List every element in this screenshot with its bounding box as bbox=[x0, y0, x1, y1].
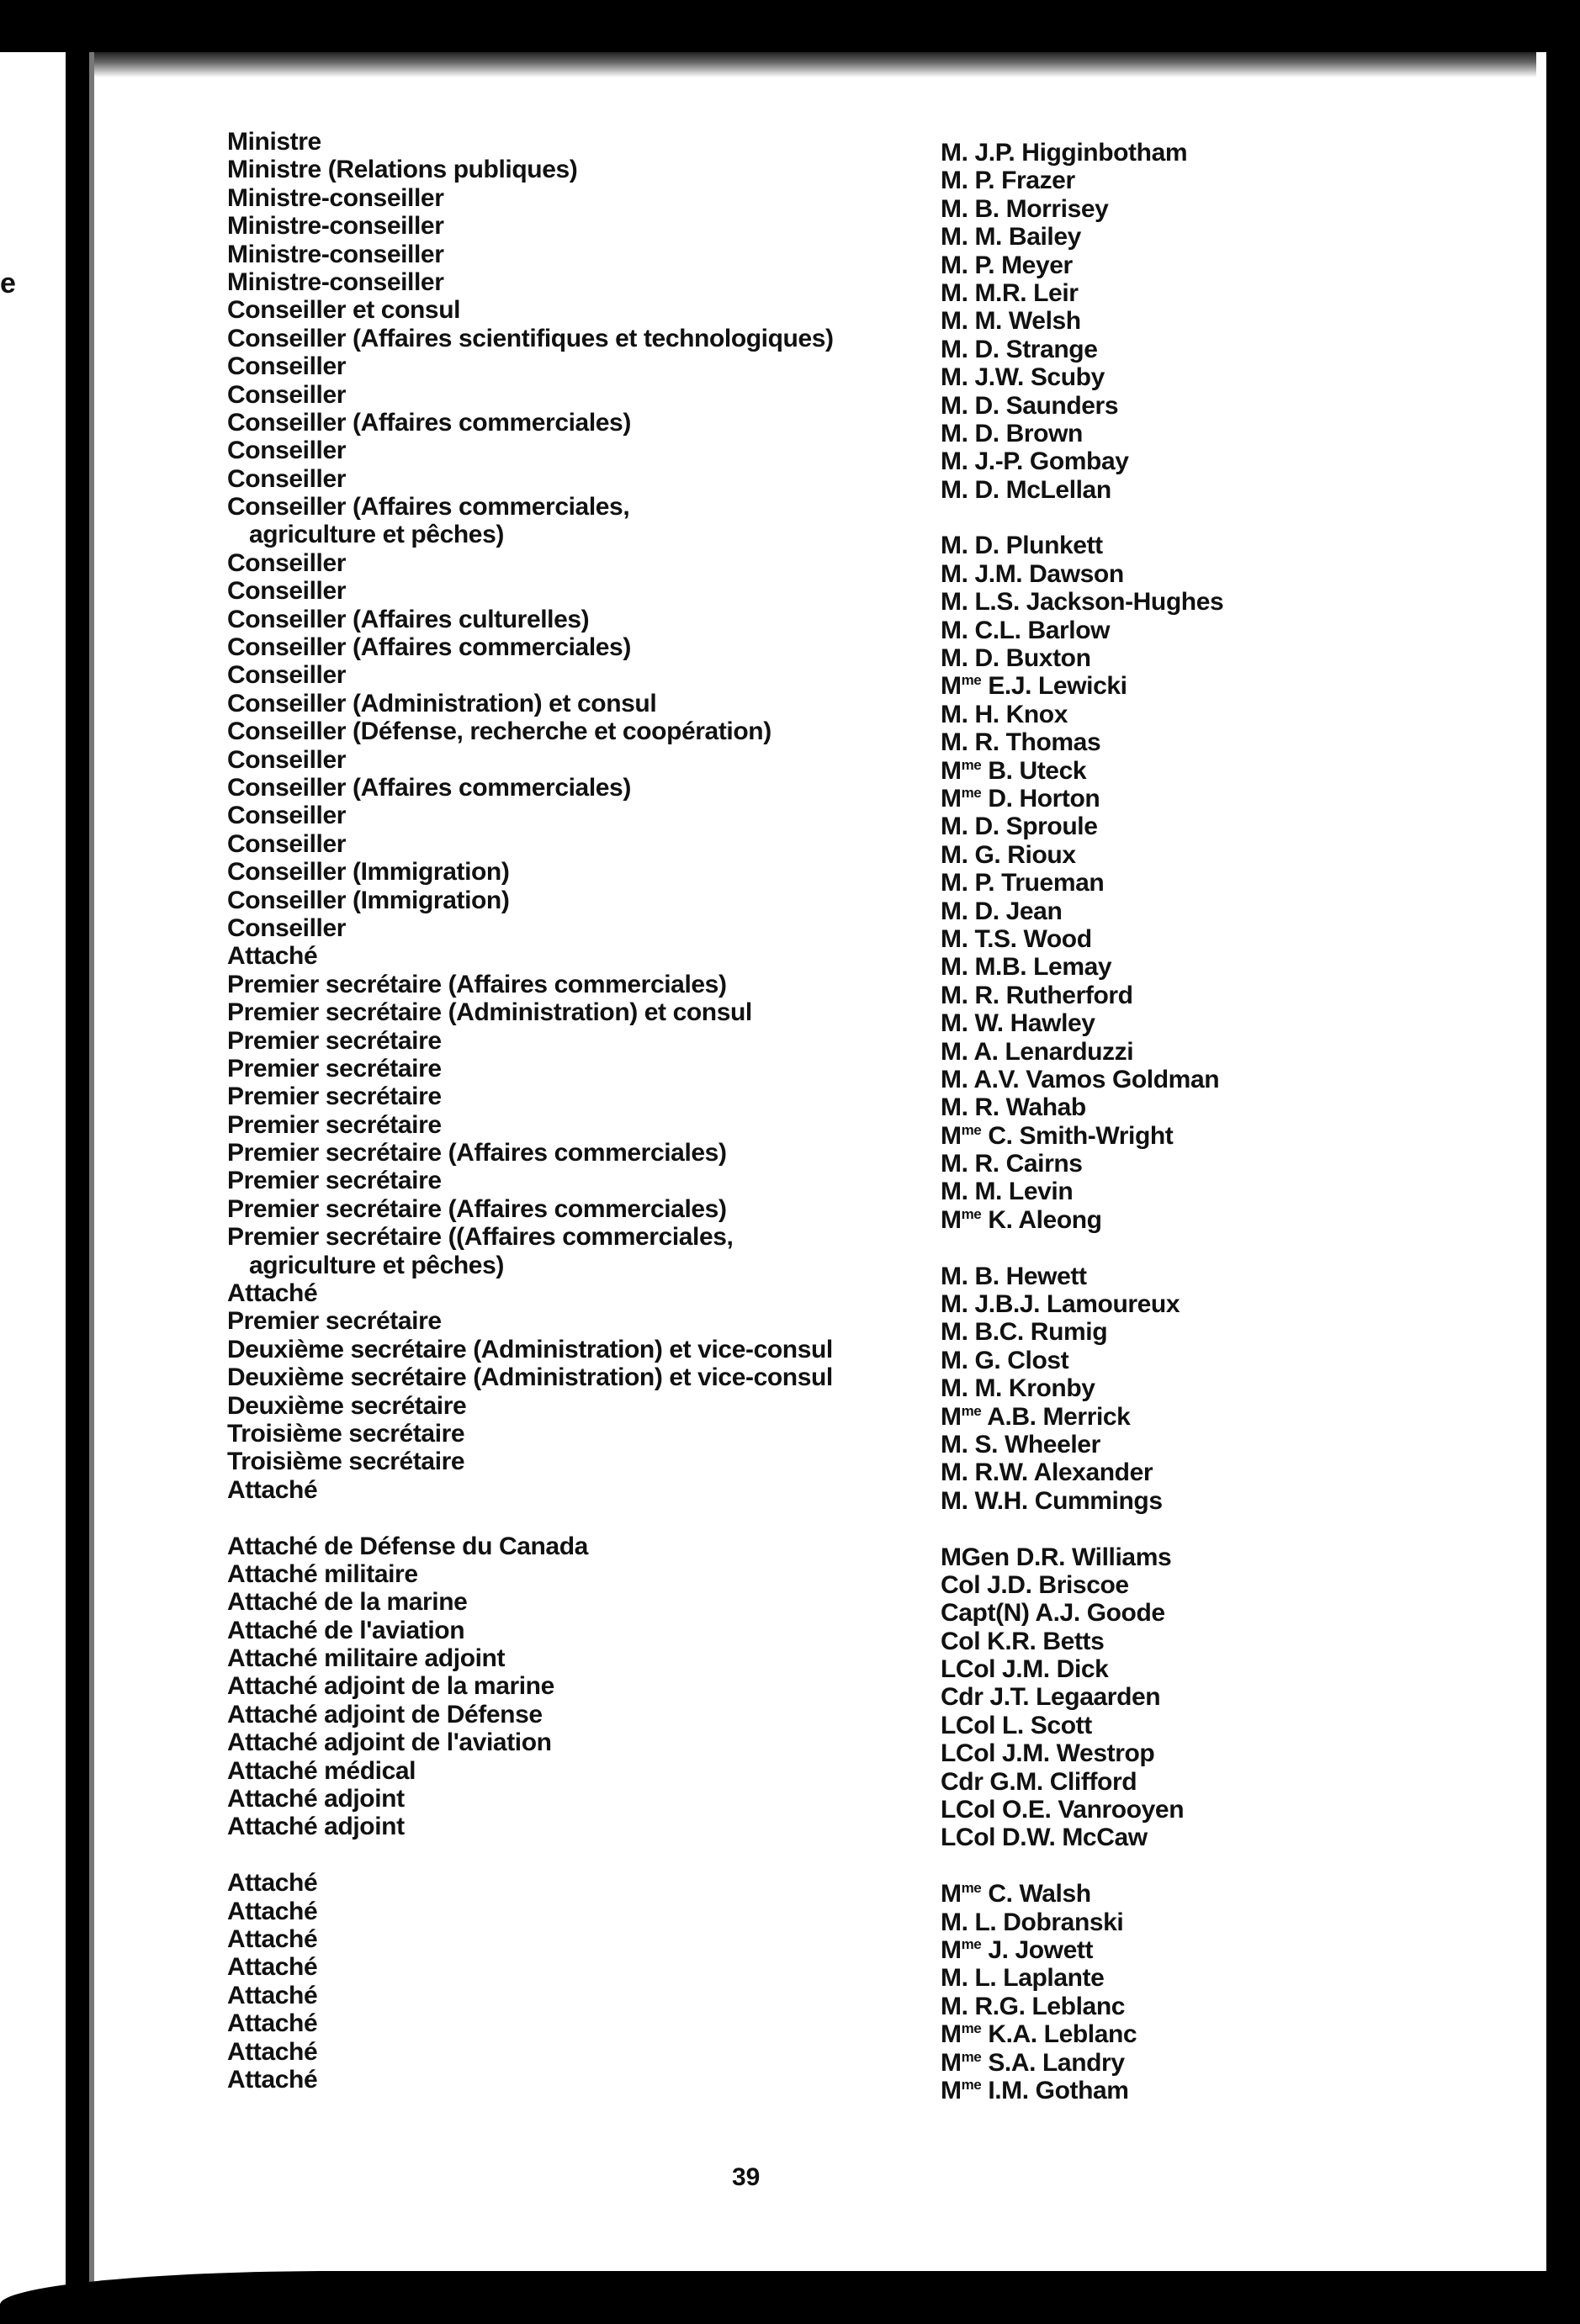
honorific: M. bbox=[941, 728, 968, 757]
honorific: M. bbox=[941, 1964, 968, 1993]
role-title: Premier secrétaire (Administration) et consul bbox=[227, 998, 752, 1027]
staff-name: W. Hawley bbox=[974, 1009, 1095, 1038]
staff-name-entry bbox=[941, 953, 1530, 981]
honorific: LCol bbox=[941, 1655, 996, 1684]
honorific: M bbox=[941, 1880, 962, 1908]
staff-name-entry bbox=[941, 1599, 1530, 1627]
staff-name-entry bbox=[941, 1824, 1530, 1851]
role-title: Conseiller (Immigration) bbox=[227, 858, 510, 887]
staff-name-entry bbox=[941, 588, 1530, 616]
staff-name-entry bbox=[941, 532, 1530, 559]
honorific: M. bbox=[941, 1150, 968, 1178]
staff-name: L. Laplante bbox=[974, 1964, 1105, 1993]
staff-name-entry bbox=[941, 1150, 1530, 1178]
staff-name: C. Smith-Wright bbox=[988, 1121, 1174, 1150]
role-title: Attaché de la marine bbox=[227, 1588, 468, 1617]
role-title: Ministre-conseiller bbox=[227, 183, 444, 212]
section-gap bbox=[941, 1234, 1530, 1262]
role-title: Premier secrétaire ((Affaires commerciales, bbox=[227, 1223, 734, 1252]
honorific: M. bbox=[941, 1037, 968, 1066]
section-gap bbox=[941, 504, 1530, 532]
names-column bbox=[941, 139, 1530, 2104]
role-title: Conseiller bbox=[227, 352, 347, 381]
staff-name-entry bbox=[941, 925, 1530, 953]
honorific-superscript: me bbox=[961, 1205, 982, 1222]
staff-name-entry bbox=[941, 560, 1530, 588]
honorific: M. bbox=[941, 1908, 968, 1936]
honorific-superscript: me bbox=[961, 2048, 982, 2065]
role-title: Ministre bbox=[227, 128, 321, 156]
staff-name: J.D. Briscoe bbox=[987, 1570, 1129, 1599]
honorific: M. bbox=[941, 1486, 968, 1515]
role-title: Troisième secrétaire bbox=[227, 1448, 465, 1476]
honorific: M bbox=[941, 1402, 962, 1431]
staff-name-entry bbox=[941, 2049, 1530, 2077]
role-title: Conseiller (Immigration) bbox=[227, 886, 510, 914]
staff-name: R. Rutherford bbox=[974, 981, 1133, 1009]
staff-name: M. Bailey bbox=[974, 223, 1081, 251]
honorific: M. bbox=[941, 953, 968, 982]
staff-name: G. Clost bbox=[974, 1346, 1069, 1374]
staff-name: B. Morrisey bbox=[974, 194, 1109, 223]
staff-name-entry bbox=[941, 1122, 1530, 1150]
role-title: Conseiller (Affaires commerciales) bbox=[227, 408, 631, 437]
role-title: Conseiller bbox=[227, 464, 347, 493]
honorific: M. bbox=[941, 700, 968, 728]
staff-name: B. Uteck bbox=[988, 756, 1087, 785]
honorific: M. bbox=[941, 447, 968, 476]
role-title: Conseiller bbox=[227, 745, 347, 774]
role-title: Attaché bbox=[227, 1981, 318, 2009]
roles-column bbox=[227, 128, 942, 2094]
staff-name: L. Dobranski bbox=[974, 1908, 1124, 1936]
role-title: Attaché adjoint de la marine bbox=[227, 1672, 554, 1701]
honorific: M. bbox=[941, 139, 968, 167]
staff-name-entry bbox=[941, 1403, 1530, 1431]
role-title: agriculture et pêches) bbox=[249, 1251, 504, 1279]
role-title: Conseiller (Affaires commerciales) bbox=[227, 633, 631, 662]
staff-name-entry bbox=[941, 2077, 1530, 2104]
staff-name: P. Trueman bbox=[974, 869, 1105, 897]
staff-name-entry bbox=[941, 307, 1530, 335]
staff-name-entry bbox=[941, 392, 1530, 420]
role-title: Conseiller bbox=[227, 577, 347, 606]
honorific-superscript: me bbox=[961, 1402, 982, 1419]
honorific-superscript: me bbox=[961, 756, 982, 773]
staff-name-entry bbox=[941, 813, 1530, 840]
role-title: Premier secrétaire (Affaires commerciales) bbox=[227, 1194, 727, 1223]
honorific: Cdr bbox=[941, 1683, 984, 1712]
staff-name-entry bbox=[941, 447, 1530, 475]
honorific: Capt(N) bbox=[941, 1599, 1030, 1628]
role-title: Conseiller (Affaires commerciales) bbox=[227, 773, 631, 802]
honorific: M bbox=[941, 2076, 962, 2104]
role-title: Attaché bbox=[227, 2037, 318, 2066]
staff-name-entry bbox=[941, 1009, 1530, 1037]
staff-name-entry bbox=[941, 841, 1530, 869]
honorific: M bbox=[941, 1121, 962, 1150]
staff-name-entry bbox=[941, 1712, 1530, 1739]
role-title: Conseiller bbox=[227, 548, 347, 577]
staff-name-entry bbox=[941, 869, 1530, 897]
staff-name: A.V. Vamos Goldman bbox=[973, 1065, 1220, 1093]
section-gap bbox=[227, 1841, 942, 1869]
staff-name: D. Sproule bbox=[974, 813, 1098, 841]
staff-name-entry bbox=[941, 1290, 1530, 1318]
staff-name-entry bbox=[941, 279, 1530, 307]
staff-name-entry bbox=[941, 1880, 1530, 1908]
honorific: M. bbox=[941, 194, 968, 223]
role-title: Attaché de Défense du Canada bbox=[227, 1532, 588, 1560]
staff-name: P. Frazer bbox=[974, 167, 1075, 195]
staff-name-entry bbox=[941, 336, 1530, 363]
honorific: M bbox=[941, 1936, 962, 1964]
staff-name: D. Horton bbox=[988, 784, 1100, 813]
role-title: Attaché bbox=[227, 1925, 318, 1953]
role-title: Attaché adjoint de l'aviation bbox=[227, 1728, 552, 1757]
staff-name: D. McLellan bbox=[974, 475, 1111, 504]
staff-name: R.W. Alexander bbox=[974, 1458, 1153, 1487]
staff-name-entry bbox=[941, 1628, 1530, 1655]
staff-name-entry bbox=[941, 1093, 1530, 1121]
role-title: Deuxième secrétaire (Administration) et vice-consul bbox=[227, 1335, 833, 1363]
staff-name-entry bbox=[941, 1038, 1530, 1066]
staff-name-entry bbox=[941, 1571, 1530, 1599]
honorific: M. bbox=[941, 869, 968, 897]
staff-name: L.S. Jackson-Hughes bbox=[974, 588, 1224, 617]
honorific: LCol bbox=[941, 1824, 996, 1852]
staff-name-entry bbox=[941, 2020, 1530, 2048]
staff-name-entry bbox=[941, 1347, 1530, 1374]
staff-name-entry bbox=[941, 1683, 1530, 1711]
role-title: Conseiller (Administration) et consul bbox=[227, 689, 657, 717]
role-title: Attaché bbox=[227, 1897, 318, 1925]
staff-name: D. Brown bbox=[974, 419, 1083, 447]
role-title: Attaché de l'aviation bbox=[227, 1616, 465, 1644]
staff-name: K.R. Betts bbox=[987, 1627, 1105, 1655]
staff-name: J.M. Westrop bbox=[1002, 1739, 1155, 1768]
honorific: M. bbox=[941, 475, 968, 504]
role-title: Premier secrétaire bbox=[227, 1167, 442, 1195]
role-title: Premier secrétaire bbox=[227, 1083, 442, 1111]
role-title: Attaché bbox=[227, 1279, 318, 1308]
staff-name: G. Rioux bbox=[974, 840, 1076, 869]
honorific: M. bbox=[941, 1992, 968, 2020]
staff-name-entry bbox=[941, 420, 1530, 447]
staff-name: D. Saunders bbox=[974, 391, 1119, 420]
role-title: Premier secrétaire (Affaires commerciales) bbox=[227, 1139, 727, 1167]
role-title: Attaché adjoint bbox=[227, 1785, 405, 1813]
role-title: Attaché bbox=[227, 1475, 318, 1504]
role-title: Conseiller bbox=[227, 661, 347, 690]
staff-name-entry bbox=[941, 1543, 1530, 1571]
role-title: Conseiller bbox=[227, 829, 347, 858]
honorific: MGen bbox=[941, 1543, 1010, 1571]
honorific: M. bbox=[941, 644, 968, 673]
staff-name-entry bbox=[941, 363, 1530, 391]
staff-name: R. Cairns bbox=[974, 1150, 1083, 1178]
staff-name-entry bbox=[941, 617, 1530, 644]
role-title: Attaché adjoint de Défense bbox=[227, 1700, 543, 1728]
staff-name-entry bbox=[941, 1739, 1530, 1767]
honorific: M. bbox=[941, 1458, 968, 1487]
staff-name: M.B. Lemay bbox=[974, 953, 1112, 982]
staff-name: D.R. Williams bbox=[1015, 1543, 1172, 1571]
staff-name-entry bbox=[941, 1458, 1530, 1486]
staff-name-entry bbox=[941, 701, 1530, 728]
staff-name-entry bbox=[941, 728, 1530, 756]
staff-name-entry bbox=[941, 897, 1530, 925]
honorific: M. bbox=[941, 1009, 968, 1038]
staff-name: K. Aleong bbox=[988, 1205, 1102, 1234]
staff-name: P. Meyer bbox=[974, 251, 1073, 279]
role-title: Premier secrétaire bbox=[227, 1026, 442, 1055]
staff-name-entry bbox=[941, 195, 1530, 223]
staff-name-entry bbox=[941, 476, 1530, 504]
staff-name: R.G. Leblanc bbox=[974, 1992, 1126, 2020]
role-title: Ministre (Relations publiques) bbox=[227, 156, 578, 184]
staff-name: C.L. Barlow bbox=[974, 616, 1111, 644]
staff-name: L. Scott bbox=[1002, 1711, 1092, 1739]
honorific: M bbox=[941, 672, 962, 701]
staff-name: J.T. Legaarden bbox=[989, 1683, 1161, 1712]
staff-name-entry bbox=[941, 1374, 1530, 1402]
staff-name: B.C. Rumig bbox=[974, 1318, 1108, 1347]
staff-name: H. Knox bbox=[974, 700, 1068, 728]
honorific: M bbox=[941, 2020, 962, 2049]
staff-name: K.A. Leblanc bbox=[988, 2020, 1137, 2049]
honorific: Cdr bbox=[941, 1767, 984, 1796]
staff-name: M. Welsh bbox=[974, 307, 1081, 336]
page-number: 39 bbox=[732, 2163, 761, 2191]
staff-name: S.A. Landry bbox=[988, 2048, 1125, 2077]
staff-name: M. Kronby bbox=[974, 1374, 1095, 1403]
role-title: Premier secrétaire bbox=[227, 1307, 442, 1336]
staff-name: C. Walsh bbox=[988, 1880, 1091, 1908]
honorific: M. bbox=[941, 251, 968, 279]
honorific: M. bbox=[941, 419, 968, 447]
section-gap bbox=[941, 1852, 1530, 1880]
honorific: M. bbox=[941, 813, 968, 841]
staff-name-entry bbox=[941, 1487, 1530, 1515]
role-title: Conseiller (Affaires culturelles) bbox=[227, 605, 590, 633]
honorific: M. bbox=[941, 897, 968, 925]
role-title: Conseiller bbox=[227, 437, 347, 465]
staff-name: O.E. Vanrooyen bbox=[1002, 1796, 1185, 1824]
honorific: M. bbox=[941, 1346, 968, 1374]
honorific: M. bbox=[941, 588, 968, 617]
role-title: Attaché militaire bbox=[227, 1559, 418, 1588]
staff-name: R. Wahab bbox=[974, 1093, 1086, 1122]
staff-name: J.B.J. Lamoureux bbox=[974, 1290, 1180, 1319]
honorific: M. bbox=[941, 1093, 968, 1122]
staff-name: S. Wheeler bbox=[974, 1430, 1100, 1458]
honorific: M. bbox=[941, 167, 968, 195]
staff-name-entry bbox=[941, 223, 1530, 251]
staff-name-entry bbox=[941, 1263, 1530, 1290]
staff-name: E.J. Lewicki bbox=[988, 672, 1127, 701]
staff-name: A.J. Goode bbox=[1035, 1599, 1165, 1628]
staff-name: T.S. Wood bbox=[974, 924, 1092, 953]
honorific-superscript: me bbox=[961, 2076, 982, 2093]
role-title: Ministre-conseiller bbox=[227, 240, 444, 268]
honorific-superscript: me bbox=[961, 1936, 982, 1952]
staff-name: W.H. Cummings bbox=[974, 1486, 1163, 1515]
role-title: Conseiller bbox=[227, 380, 347, 409]
honorific: Col bbox=[941, 1627, 981, 1655]
honorific: M. bbox=[941, 559, 968, 588]
staff-name-entry bbox=[941, 982, 1530, 1009]
honorific: M bbox=[941, 756, 962, 785]
honorific: M. bbox=[941, 1374, 968, 1403]
role-title: Attaché bbox=[227, 1953, 318, 1982]
role-title: agriculture et pêches) bbox=[249, 521, 504, 549]
staff-name: J.M. Dawson bbox=[974, 559, 1124, 588]
staff-name: I.M. Gotham bbox=[988, 2076, 1129, 2104]
margin-letter: e bbox=[0, 267, 16, 299]
honorific: M. bbox=[941, 1290, 968, 1319]
staff-name-entry bbox=[941, 1206, 1530, 1234]
honorific: M bbox=[941, 1205, 962, 1234]
role-title: Attaché bbox=[227, 1869, 318, 1898]
honorific-superscript: me bbox=[961, 2020, 982, 2037]
staff-name: D. Jean bbox=[974, 897, 1063, 925]
staff-name: G.M. Clifford bbox=[989, 1767, 1137, 1796]
staff-name: D. Plunkett bbox=[974, 532, 1103, 560]
role-title: Ministre-conseiller bbox=[227, 267, 444, 296]
role-title: Deuxième secrétaire (Administration) et vice-consul bbox=[227, 1363, 833, 1392]
honorific: LCol bbox=[941, 1739, 996, 1768]
staff-name: J.M. Dick bbox=[1002, 1655, 1109, 1684]
honorific: LCol bbox=[941, 1796, 996, 1824]
role-title: Conseiller bbox=[227, 802, 347, 830]
staff-name-entry bbox=[941, 1796, 1530, 1824]
staff-name: J.P. Higginbotham bbox=[974, 139, 1188, 167]
staff-name: D. Strange bbox=[974, 335, 1098, 363]
honorific: M. bbox=[941, 363, 968, 392]
honorific: LCol bbox=[941, 1711, 996, 1739]
honorific-superscript: me bbox=[961, 1121, 982, 1138]
staff-name: J.W. Scuby bbox=[974, 363, 1105, 392]
staff-name: A.B. Merrick bbox=[987, 1402, 1131, 1431]
staff-name: D. Buxton bbox=[974, 644, 1091, 673]
role-title: Conseiller et consul bbox=[227, 296, 461, 325]
staff-name: J.-P. Gombay bbox=[974, 447, 1129, 476]
honorific: M. bbox=[941, 981, 968, 1009]
role-title: Premier secrétaire bbox=[227, 1054, 442, 1083]
staff-name-entry bbox=[941, 644, 1530, 672]
honorific: M. bbox=[941, 532, 968, 560]
staff-name-entry bbox=[941, 1908, 1530, 1936]
staff-name-entry bbox=[941, 139, 1530, 167]
role-title: Deuxième secrétaire bbox=[227, 1391, 467, 1420]
role-title: Troisième secrétaire bbox=[227, 1419, 465, 1448]
honorific-superscript: me bbox=[961, 1880, 982, 1897]
honorific: M. bbox=[941, 924, 968, 953]
role-title: Attaché bbox=[227, 2065, 318, 2094]
honorific: M. bbox=[941, 1318, 968, 1347]
honorific: Col bbox=[941, 1570, 981, 1599]
staff-name: J. Jowett bbox=[988, 1936, 1094, 1964]
honorific: M. bbox=[941, 1178, 968, 1206]
staff-name: M.R. Leir bbox=[974, 278, 1079, 307]
staff-name-entry bbox=[941, 1066, 1530, 1093]
honorific: M. bbox=[941, 278, 968, 307]
staff-name-entry bbox=[941, 251, 1530, 279]
role-title: Attaché médical bbox=[227, 1756, 416, 1785]
staff-name-entry bbox=[941, 757, 1530, 785]
role-title: Attaché bbox=[227, 942, 318, 971]
staff-name: B. Hewett bbox=[974, 1262, 1087, 1290]
role-title: Conseiller (Affaires scientifiques et technologiques) bbox=[227, 324, 834, 352]
honorific: M. bbox=[941, 1065, 968, 1093]
staff-name: D.W. McCaw bbox=[1002, 1824, 1148, 1852]
honorific: M. bbox=[941, 840, 968, 869]
honorific: M. bbox=[941, 616, 968, 644]
role-title: Attaché bbox=[227, 2009, 318, 2038]
role-title: Attaché militaire adjoint bbox=[227, 1644, 506, 1673]
staff-name-entry bbox=[941, 167, 1530, 194]
honorific-superscript: me bbox=[961, 672, 982, 689]
role-title: Premier secrétaire (Affaires commerciales) bbox=[227, 970, 727, 998]
honorific: M. bbox=[941, 1262, 968, 1290]
staff-name-entry bbox=[941, 1431, 1530, 1458]
honorific: M. bbox=[941, 1430, 968, 1458]
staff-name-entry bbox=[941, 1964, 1530, 1992]
honorific: M. bbox=[941, 335, 968, 363]
section-gap bbox=[941, 1515, 1530, 1543]
section-gap bbox=[227, 1504, 942, 1532]
honorific: M bbox=[941, 784, 962, 813]
honorific-superscript: me bbox=[961, 784, 982, 801]
honorific: M. bbox=[941, 307, 968, 336]
honorific: M bbox=[941, 2048, 962, 2077]
staff-name: M. Levin bbox=[974, 1178, 1074, 1206]
staff-name-entry bbox=[941, 672, 1530, 700]
role-title: Attaché adjoint bbox=[227, 1813, 405, 1841]
honorific: M. bbox=[941, 223, 968, 251]
staff-name-entry bbox=[941, 785, 1530, 813]
role-title: Premier secrétaire bbox=[227, 1110, 442, 1139]
staff-name-entry bbox=[941, 1993, 1530, 2020]
staff-name: R. Thomas bbox=[974, 728, 1101, 757]
staff-name-entry bbox=[941, 1768, 1530, 1796]
staff-name-entry bbox=[941, 1655, 1530, 1683]
role-title: Conseiller (Affaires commerciales, bbox=[227, 493, 630, 521]
staff-name-entry bbox=[941, 1178, 1530, 1205]
role-title: Conseiller (Défense, recherche et coopération) bbox=[227, 717, 771, 746]
staff-name-entry bbox=[941, 1936, 1530, 1964]
role-title: Conseiller bbox=[227, 913, 347, 942]
honorific: M. bbox=[941, 391, 968, 420]
staff-name: A. Lenarduzzi bbox=[973, 1037, 1134, 1066]
staff-name-entry bbox=[941, 1318, 1530, 1346]
role-title: Ministre-conseiller bbox=[227, 212, 444, 241]
